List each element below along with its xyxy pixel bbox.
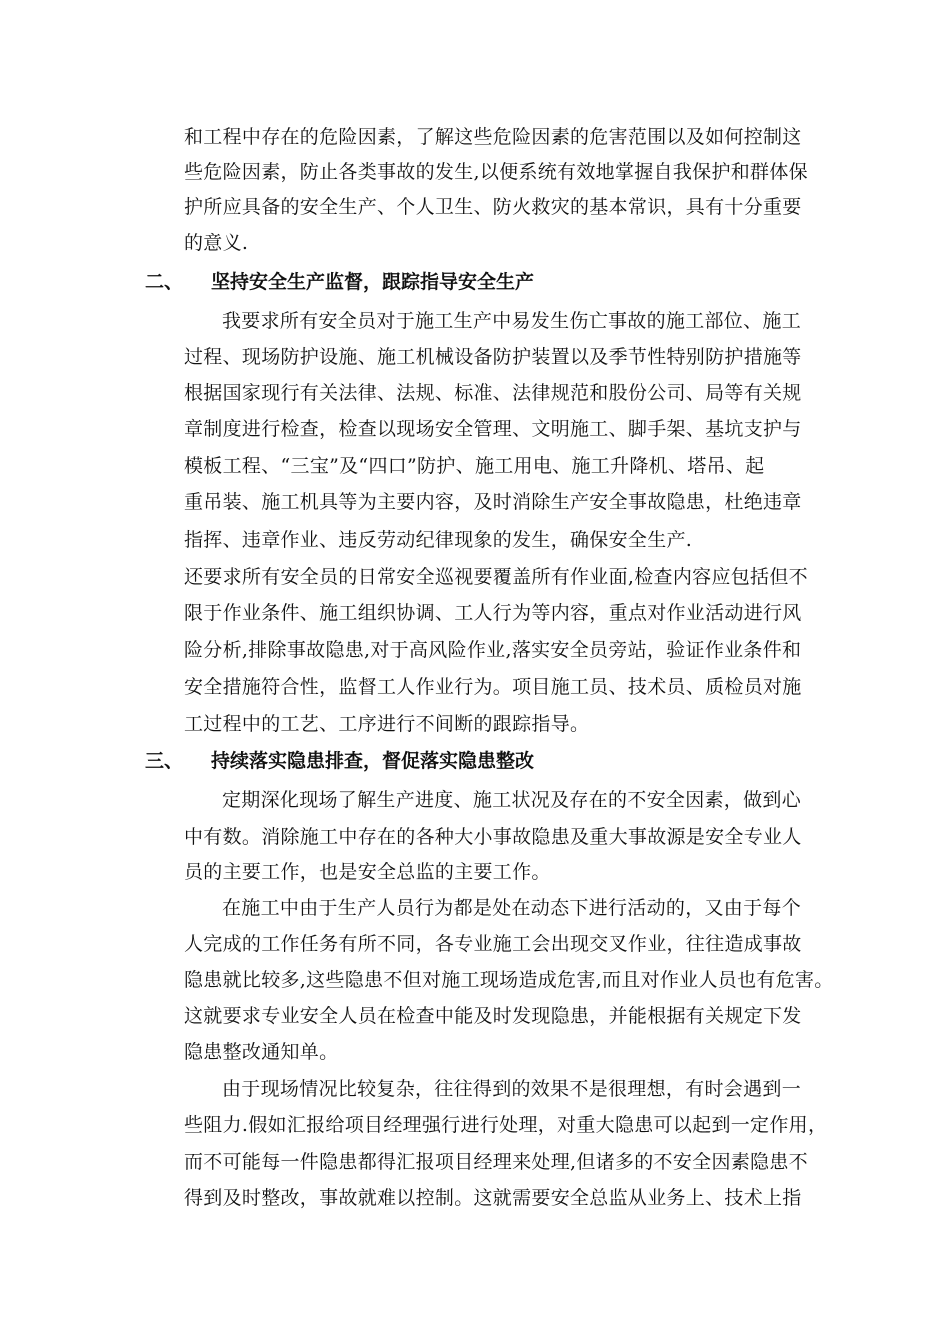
paragraph-line: 些阻力.假如汇报给项目经理强行进行处理，对重大隐患可以起到一定作用， — [184, 1114, 828, 1136]
paragraph-line: 险分析,排除事故隐患,对于高风险作业,落实安全员旁站，验证作业条件和 — [184, 639, 802, 661]
paragraph-line: 隐患就比较多,这些隐患不但对施工现场造成危害,而且对作业人员也有危害。 — [184, 969, 834, 991]
section-number: 三、 — [145, 750, 184, 772]
paragraph-line: 些危险因素，防止各类事故的发生,以便系统有效地掌握自我保护和群体保 — [184, 161, 808, 183]
paragraph-line: 这就要求专业安全人员在检查中能及时发现隐患，并能根据有关规定下发 — [184, 1005, 802, 1027]
paragraph-line: 人完成的工作任务有所不同，各专业施工会出现交叉作业，往往造成事故 — [184, 933, 802, 955]
paragraph-line: 护所应具备的安全生产、个人卫生、防火救灾的基本常识，具有十分重要 — [184, 196, 802, 218]
paragraph-line: 工过程中的工艺、工序进行不间断的跟踪指导。 — [184, 713, 590, 735]
section-title: 坚持安全生产监督，跟踪指导安全生产 — [211, 271, 535, 293]
paragraph-line: 定期深化现场了解生产进度、施工状况及存在的不安全因素，做到心 — [222, 789, 802, 811]
paragraph-line: 由于现场情况比较复杂，往往得到的效果不是很理想，有时会遇到一 — [222, 1078, 802, 1100]
paragraph-line: 重吊装、施工机具等为主要内容，及时消除生产安全事故隐患，杜绝违章 — [184, 491, 802, 513]
paragraph-line: 的意义. — [184, 232, 249, 254]
paragraph-line: 中有数。消除施工中存在的各种大小事故隐患及重大事故源是安全专业人 — [184, 826, 802, 848]
paragraph-line: 安全措施符合性，监督工人作业行为。项目施工员、技术员、质检员对施 — [184, 676, 802, 698]
paragraph-line: 和工程中存在的危险因素，了解这些危险因素的危害范围以及如何控制这 — [184, 126, 802, 148]
paragraph-line: 根据国家现行有关法律、法规、标准、法律规范和股份公司、局等有关规 — [184, 382, 802, 404]
section-title: 持续落实隐患排查，督促落实隐患整改 — [211, 750, 535, 772]
paragraph-line: 隐患整改通知单。 — [184, 1041, 339, 1063]
paragraph-line: 员的主要工作，也是安全总监的主要工作。 — [184, 861, 551, 883]
section-heading-3 — [145, 749, 534, 773]
paragraph-line: 得到及时整改，事故就难以控制。这就需要安全总监从业务上、技术上指 — [184, 1187, 802, 1209]
paragraph-line: 我要求所有安全员对于施工生产中易发生伤亡事故的施工部位、施工 — [222, 310, 802, 332]
paragraph-line: 限于作业条件、施工组织协调、工人行为等内容，重点对作业活动进行风 — [184, 602, 802, 624]
paragraph-line: 指挥、违章作业、违反劳动纪律现象的发生，确保安全生产. — [184, 529, 693, 551]
paragraph-line: 而不可能每一件隐患都得汇报项目经理来处理,但诸多的不安全因素隐患不 — [184, 1151, 808, 1173]
paragraph-line: 在施工中由于生产人员行为都是处在动态下进行活动的，又由于每个 — [222, 897, 802, 919]
paragraph-line: 还要求所有安全员的日常安全巡视要覆盖所有作业面,检查内容应包括但不 — [184, 566, 808, 588]
section-heading-2 — [145, 270, 534, 294]
paragraph-line: 过程、现场防护设施、施工机械设备防护装置以及季节性特别防护措施等 — [184, 346, 802, 368]
paragraph-line: 章制度进行检查，检查以现场安全管理、文明施工、脚手架、基坑支护与 — [184, 418, 802, 440]
paragraph-line: 模板工程、“三宝”及“四口”防护、施工用电、施工升降机、塔吊、起 — [184, 455, 765, 477]
section-number: 二、 — [145, 271, 184, 293]
